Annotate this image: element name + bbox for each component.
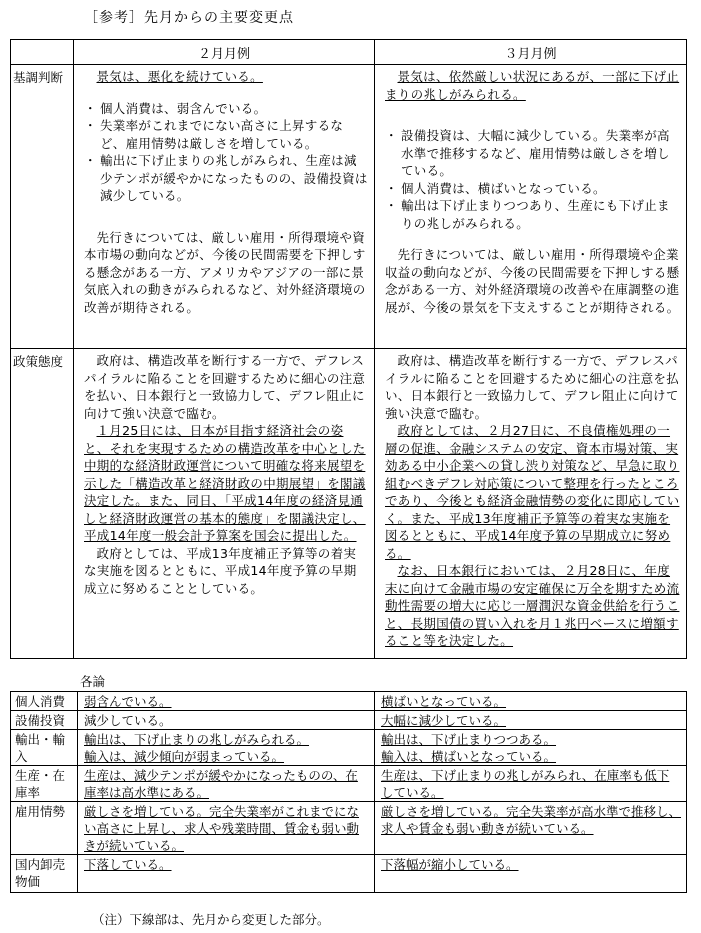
seisaku-row bbox=[11, 349, 687, 659]
table-row bbox=[11, 730, 687, 766]
row-label: 設備投資 bbox=[11, 711, 78, 730]
feb-cell: 厳しさを増している。完全失業率がこれまでにない高さに上昇し、求人や残業時間、賃金も弱い動きが続いている。 bbox=[78, 802, 375, 855]
seisaku-feb-cell bbox=[74, 349, 375, 659]
table-row bbox=[11, 802, 687, 855]
seisaku-feb-p3: 政府としては、平成13年度補正予算等の着実な実施を図るとともに、平成14年度予算の早期成立に努めることとしている。 bbox=[84, 545, 357, 596]
row-label: 国内卸売物価 bbox=[11, 855, 78, 893]
seisaku-mar-p3: なお、日本銀行においては、２月28日に、年度末に向けて金融市場の安定確保に万全を期すため流動性需要の増大に応じ一層潤沢な資金供給を行うこと、長期国債の買い入れを月１兆円ベースに増額すること等を決定した。 bbox=[385, 563, 680, 648]
seisaku-mar-p1: 政府は、構造改革を断行する一方で、デフレスパイラルに陥ることを回避するために細心の注意を払い、日本銀行と一致協力して、デフレ阻止に向けて強い決意で臨む。 bbox=[385, 353, 680, 421]
kicho-feb-cell bbox=[74, 65, 375, 349]
list-item: ・ 個人消費は、横ばいとなっている。 bbox=[385, 180, 680, 198]
feb-cell: 弱含んでいる。 bbox=[78, 692, 375, 711]
kicho-row bbox=[11, 65, 687, 349]
list-item: ・ 失業率がこれまでにない高さに上昇するなど、雇用情勢は厳しさを増している。 bbox=[84, 117, 368, 152]
table-row bbox=[11, 692, 687, 711]
mar-cell: 下落幅が縮小している。 bbox=[375, 855, 687, 893]
mar-cell: 横ばいとなっている。 bbox=[375, 692, 687, 711]
kakuron-table bbox=[10, 691, 687, 893]
list-item: ・ 個人消費は、弱含んでいる。 bbox=[84, 100, 368, 118]
column-header-mar: ３月月例 bbox=[375, 40, 687, 65]
list-item: ・ 設備投資は、大幅に減少している。失業率が高水準で推移するなど、雇用情勢は厳しさを増している。 bbox=[385, 127, 680, 180]
seisaku-mar-cell bbox=[375, 349, 687, 659]
main-comparison-table bbox=[10, 39, 687, 659]
kicho-mar-bullets bbox=[385, 127, 680, 232]
mar-cell: 大幅に減少している。 bbox=[375, 711, 687, 730]
table-row bbox=[11, 711, 687, 730]
page-title: ［参考］先月からの主要変更点 bbox=[84, 10, 294, 26]
row-label-kicho: 基調判断 bbox=[11, 65, 74, 349]
column-header-feb: ２月月例 bbox=[74, 40, 375, 65]
table-row bbox=[11, 766, 687, 802]
row-label: 個人消費 bbox=[11, 692, 78, 711]
list-item: ・ 輸出は下げ止まりつつあり、生産にも下げ止まりの兆しがみられる。 bbox=[385, 197, 680, 232]
seisaku-feb-p1: 政府は、構造改革を断行する一方で、デフレスパイラルに陥ることを回避するために細心の注意を払い、日本銀行と一致協力して、デフレ阻止に向けて強い決意で臨む。 bbox=[84, 353, 366, 421]
header-row bbox=[11, 40, 687, 65]
seisaku-mar-p2: 政府としては、２月27日に、不良債権処理の一層の促進、金融システムの安定、資本市場対策、実効ある中小企業への貸し渋り対策など、早急に取り組むべきデフレ対応策について整理を行ったところであり、今後とも経済金融情勢の変化に即応していく。また、平成13年度補正予算等の着実な実施を図るとともに、平成14年度予算の早期成立に努める。 bbox=[385, 423, 680, 561]
kicho-feb-summary: 景気は、悪化を続けている。 bbox=[96, 69, 263, 84]
row-label-seisaku: 政策態度 bbox=[11, 349, 74, 659]
kicho-mar-outlook: 先行きについては、厳しい雇用・所得環境や企業収益の動向などが、今後の民間需要を下押しする懸念がある一方、対外経済環境の改善や在庫調整の進展が、今後の景気を下支えすることが期待される。 bbox=[385, 247, 680, 315]
kicho-feb-outlook: 先行きについては、厳しい雇用・所得環境や資本市場の動向などが、今後の民間需要を下押しする懸念がある一方、アメリカやアジアの一部に景気底入れの動きがみられるなど、対外経済環境の改善が期待される。 bbox=[84, 229, 366, 315]
kicho-feb-bullets bbox=[84, 100, 368, 205]
kakuron-title: 各論 bbox=[80, 674, 106, 689]
corner-cell bbox=[11, 40, 74, 65]
row-label: 雇用情勢 bbox=[11, 802, 78, 855]
feb-cell: 減少している。 bbox=[78, 711, 375, 730]
list-item: ・ 輸出に下げ止まりの兆しがみられ、生産は減少テンポが緩やかになったものの、設備投資は減少している。 bbox=[84, 152, 368, 205]
row-label: 生産・在庫率 bbox=[11, 766, 78, 802]
kicho-mar-summary: 景気は、依然厳しい状況にあるが、一部に下げ止まりの兆しがみられる。 bbox=[385, 69, 680, 102]
mar-cell: 生産は、下げ止まりの兆しがみられ、在庫率も低下している。 bbox=[375, 766, 687, 802]
row-label: 輸出・輸入 bbox=[11, 730, 78, 766]
feb-cell: 生産は、減少テンポが緩やかになったものの、在庫率は高水準にある。 bbox=[78, 766, 375, 802]
mar-cell: 輸出は、下げ止まりつつある。 輸入は、横ばいとなっている。 bbox=[375, 730, 687, 766]
mar-cell: 厳しさを増している。完全失業率が高水準で推移し、求人や賃金も弱い動きが続いている。 bbox=[375, 802, 687, 855]
seisaku-feb-p2: １月25日には、日本が目指す経済社会の姿と、それを実現するための構造改革を中心とした中期的な経済財政運営について明確な将来展望を示した「構造改革と経済財政の中期展望」を閣議決定した。また、同日、「平成14年度の経済見通しと経済財政運営の基本的態度」を閣議決定し、平成14年度一般会計予算案を国会に提出した。 bbox=[84, 423, 366, 543]
feb-cell: 輸出は、下げ止まりの兆しがみられる。 輸入は、減少傾向が弱まっている。 bbox=[78, 730, 375, 766]
footnote: （注）下線部は、先月から変更した部分。 bbox=[92, 912, 330, 927]
table-row bbox=[11, 855, 687, 893]
feb-cell: 下落している。 bbox=[78, 855, 375, 893]
kicho-mar-cell bbox=[375, 65, 687, 349]
